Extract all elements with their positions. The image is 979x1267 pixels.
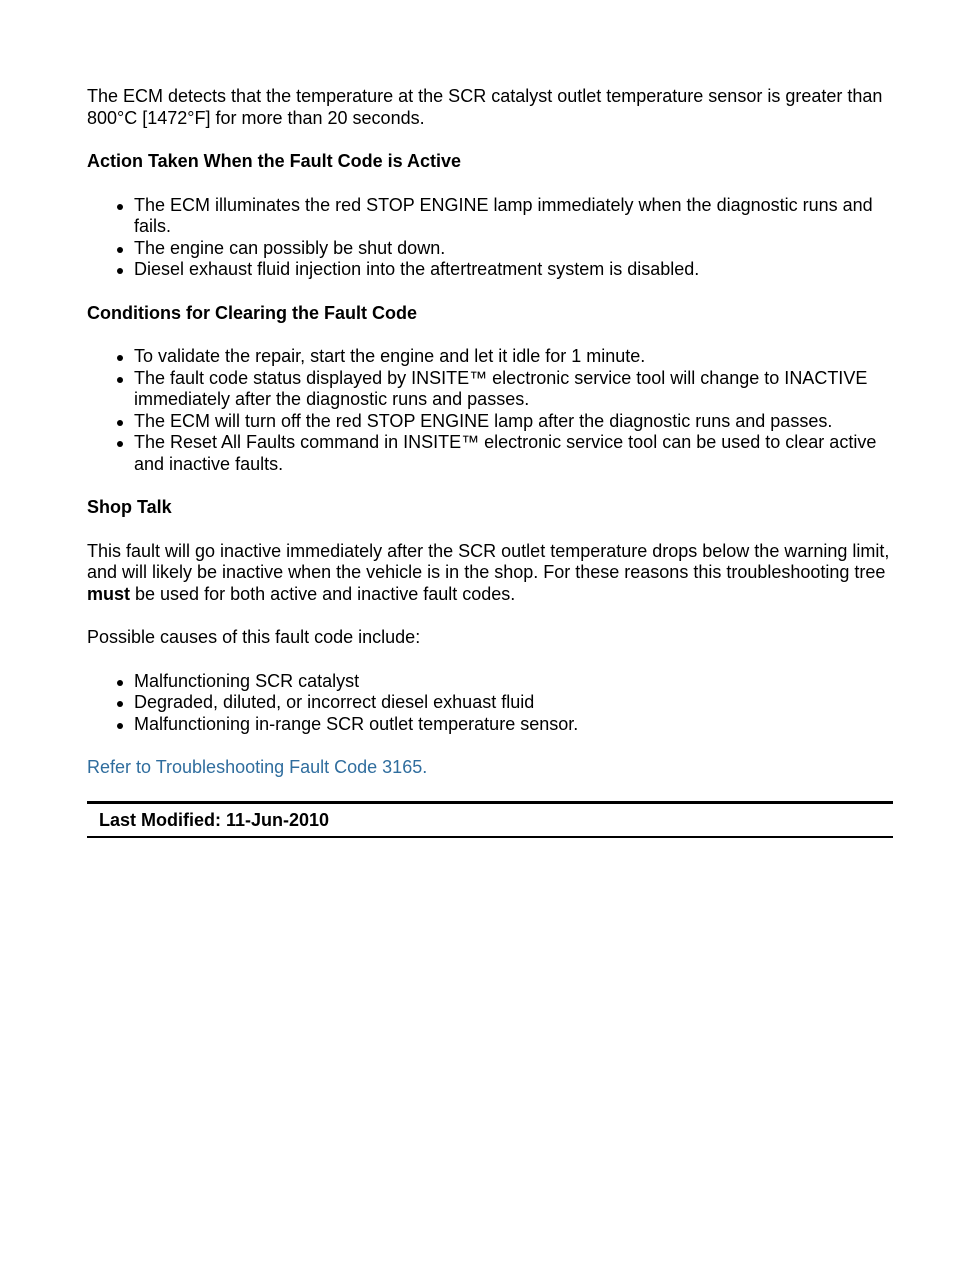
- footer-last-modified: [87, 801, 893, 839]
- list-item: To validate the repair, start the engine and let it idle for 1 minute.: [134, 346, 893, 368]
- shop-talk-bold-must: must: [87, 583, 131, 604]
- troubleshooting-link[interactable]: Refer to Troubleshooting Fault Code 3165.: [87, 757, 428, 777]
- clearing-list: [87, 346, 893, 475]
- intro-paragraph: The ECM detects that the temperature at the SCR catalyst outlet temperature sensor is greater than 800°C [1472°F] for more than 20 seconds.: [87, 86, 883, 128]
- list-item: The engine can possibly be shut down.: [134, 238, 893, 260]
- action-list: [87, 195, 893, 281]
- list-item: The ECM will turn off the red STOP ENGINE lamp after the diagnostic runs and passes.: [134, 411, 893, 433]
- causes-list: [87, 671, 893, 736]
- section-heading-action: Action Taken When the Fault Code is Active: [87, 151, 462, 171]
- last-modified-label: Last Modified: 11-Jun-2010: [99, 809, 330, 830]
- list-item: Malfunctioning in-range SCR outlet temperature sensor.: [134, 714, 893, 736]
- section-heading-shop-talk: Shop Talk: [87, 497, 172, 517]
- document-page: [87, 86, 893, 838]
- shop-talk-text-end: be used for both active and inactive fault codes.: [130, 583, 516, 604]
- list-item: Diesel exhaust fluid injection into the aftertreatment system is disabled.: [134, 259, 893, 281]
- list-item: Malfunctioning SCR catalyst: [134, 671, 893, 693]
- list-item: Degraded, diluted, or incorrect diesel exhuast fluid: [134, 692, 893, 714]
- section-heading-clearing: Conditions for Clearing the Fault Code: [87, 302, 417, 323]
- list-item: The ECM illuminates the red STOP ENGINE lamp immediately when the diagnostic runs and fails.: [134, 195, 893, 238]
- list-item: The Reset All Faults command in INSITE™ electronic service tool can be used to clear active and inactive faults.: [134, 432, 893, 475]
- list-item: The fault code status displayed by INSITE™ electronic service tool will change to INACTIVE immediately after the diagnostic runs and passes.: [134, 368, 893, 411]
- shop-talk-text-start: This fault will go inactive immediately after the SCR outlet temperature drops below the warning limit, and will likely be inactive when the vehicle is in the shop. For these reasons this troubleshooting tree: [87, 540, 890, 582]
- shop-talk-paragraph: [87, 541, 893, 606]
- causes-intro: Possible causes of this fault code include:: [87, 627, 421, 647]
